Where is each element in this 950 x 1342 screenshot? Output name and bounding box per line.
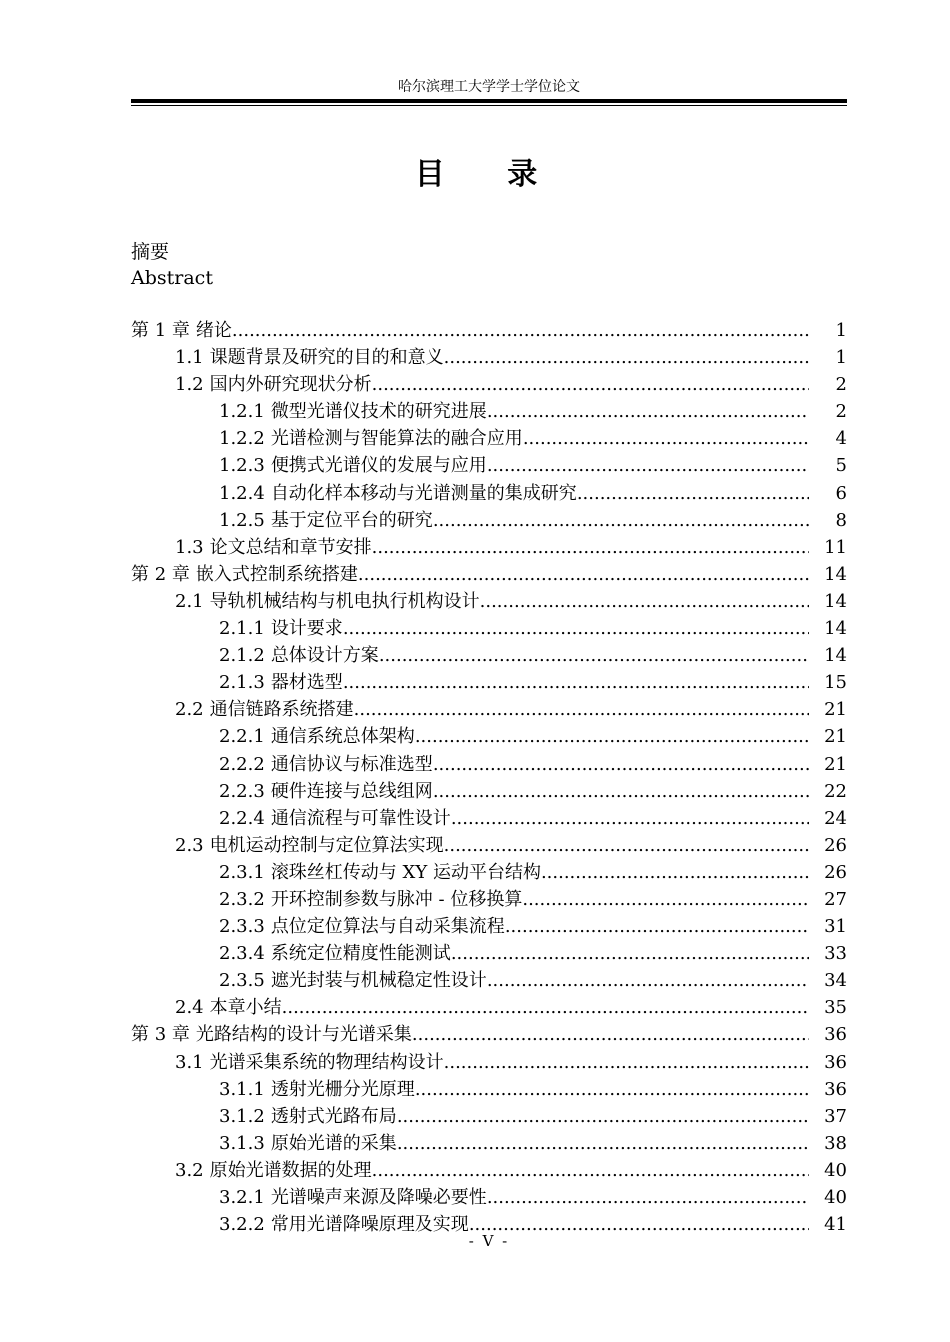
toc-entry-title: 微型光谱仪技术的研究进展 — [270, 401, 487, 423]
page-title: 目 录 — [414, 157, 564, 192]
toc-entry[interactable] — [131, 371, 847, 398]
toc-entry-title: 透射光栅分光原理 — [270, 1078, 415, 1100]
toc-entry-page: 36 — [824, 1051, 847, 1073]
toc-entry-title: 本章小结 — [209, 997, 282, 1019]
toc-entry[interactable] — [131, 1157, 847, 1184]
toc-entry[interactable] — [131, 994, 847, 1021]
toc-entry-title: 光谱噪声来源及降噪必要性 — [270, 1187, 487, 1208]
toc-entry[interactable] — [131, 778, 847, 805]
toc-entry-page: 14 — [824, 645, 847, 667]
toc-entry-title: 自动化样本移动与光谱测量的集成研究 — [270, 482, 577, 504]
toc-entry-page: 21 — [824, 699, 847, 721]
toc-entry-title: 通信协议与标准选型 — [270, 753, 433, 775]
toc-entry-label — [131, 561, 809, 588]
toc-entry-number: 2.3.3 — [219, 916, 265, 938]
toc-entry[interactable] — [131, 317, 847, 344]
toc-entry-label — [175, 371, 809, 398]
toc-entry[interactable] — [131, 398, 847, 425]
toc-entry-page: 14 — [824, 563, 847, 585]
toc-entry-title: 系统定位精度性能测试 — [270, 943, 451, 965]
toc-entry[interactable] — [131, 1076, 847, 1103]
page-number-footer: - V - — [468, 1232, 510, 1250]
toc-entry-page: 2 — [835, 401, 847, 423]
toc-entry[interactable] — [131, 588, 847, 615]
toc-entry[interactable] — [131, 751, 847, 778]
toc-entry-title: 硬件连接与总线组网 — [270, 780, 433, 802]
toc-entry-number: 2.3.5 — [219, 970, 265, 992]
toc-entry-number: 2.3.4 — [219, 943, 265, 965]
toc-entry-number: 1.2.5 — [219, 509, 265, 531]
toc-entry-label — [175, 344, 809, 371]
toc-entry-label — [219, 1076, 809, 1103]
toc-entry-label — [219, 886, 809, 913]
toc-entry-title: 导轨机械结构与机电执行机构设计 — [209, 590, 480, 612]
toc-abstract-en[interactable]: Abstract — [131, 267, 213, 289]
toc-entry-page: 8 — [835, 509, 847, 531]
running-header: 哈尔滨理工大学学士学位论文 — [398, 79, 580, 95]
toc-entry-page: 40 — [824, 1159, 847, 1181]
toc-entry-number: 2.2 — [175, 699, 204, 721]
toc-entry-label — [219, 398, 809, 425]
toc-entry-label — [175, 696, 809, 723]
toc-entry-number: 2.2.4 — [219, 807, 265, 829]
toc-entry[interactable] — [131, 507, 847, 534]
toc-entry[interactable] — [131, 425, 847, 452]
toc-entry[interactable] — [131, 886, 847, 913]
toc-entry-label — [219, 1130, 809, 1157]
toc-entry-page: 15 — [824, 672, 847, 694]
toc-entry-page: 4 — [835, 428, 847, 450]
toc-entry-title: 基于定位平台的研究 — [270, 509, 433, 531]
toc-entry-number: 第 3 章 — [131, 1024, 190, 1046]
header-rule-thin — [131, 105, 847, 106]
toc-entry-page: 2 — [835, 374, 847, 396]
toc-entry-title: 总体设计方案 — [270, 645, 379, 667]
toc-entry-title: 电机运动控制与定位算法实现 — [209, 834, 444, 856]
toc-entry-label — [219, 507, 809, 534]
toc-entry-number: 3.2.1 — [219, 1187, 265, 1208]
toc-entry-label — [131, 317, 809, 344]
toc-entry-label — [219, 723, 809, 750]
toc-entry[interactable] — [131, 642, 847, 669]
toc-entry[interactable] — [131, 344, 847, 371]
toc-entry-number: 1.2 — [175, 374, 204, 396]
toc-entry-page: 6 — [835, 482, 847, 504]
toc-entry-number: 1.3 — [175, 536, 204, 558]
toc-entry-page: 37 — [824, 1105, 847, 1127]
toc-entry-page: 26 — [824, 834, 847, 856]
toc-entry-label — [175, 994, 809, 1021]
toc-entry[interactable] — [131, 859, 847, 886]
toc-entry-number: 2.4 — [175, 997, 204, 1019]
toc-entry-number: 2.3 — [175, 834, 204, 856]
toc-entry-number: 3.1.2 — [219, 1105, 265, 1127]
toc-entry-number: 3.2.2 — [219, 1214, 265, 1236]
toc-entry-page: 41 — [824, 1214, 847, 1236]
toc-entry-title: 滚珠丝杠传动与 XY 运动平台结构 — [270, 861, 541, 883]
toc-entry-label — [175, 1049, 809, 1076]
toc-entry-title: 通信系统总体架构 — [270, 726, 415, 748]
toc-entry[interactable] — [131, 913, 847, 940]
toc-entry-page: 38 — [824, 1132, 847, 1154]
toc-entry-number: 2.2.1 — [219, 726, 265, 748]
toc-entry[interactable] — [131, 1049, 847, 1076]
toc-entry-number: 1.2.2 — [219, 428, 265, 450]
toc-entry-label — [219, 940, 809, 967]
toc-entry-label — [175, 534, 809, 561]
toc-entry-number: 2.2.2 — [219, 753, 265, 775]
toc-entry-label — [219, 1184, 809, 1211]
toc-abstract-cn[interactable]: 摘要 — [131, 241, 170, 263]
toc-entry[interactable] — [131, 940, 847, 967]
toc-entry[interactable] — [131, 561, 847, 588]
toc-entry-label — [219, 751, 809, 778]
toc-entry-number: 1.2.4 — [219, 482, 265, 504]
toc-entry[interactable] — [131, 1103, 847, 1130]
toc-entry-title: 通信流程与可靠性设计 — [270, 807, 451, 829]
toc-entry-label — [219, 913, 809, 940]
toc-entry-label — [219, 778, 809, 805]
toc-entry[interactable] — [131, 534, 847, 561]
toc-entry[interactable] — [131, 1184, 847, 1211]
toc-entry-number: 2.3.2 — [219, 888, 265, 910]
toc-entry-label — [219, 1103, 809, 1130]
toc-entry-page: 1 — [835, 320, 847, 341]
toc-entry-title: 光路结构的设计与光谱采集 — [195, 1024, 412, 1046]
toc-entry-label — [219, 480, 809, 507]
toc-entry[interactable] — [131, 967, 847, 994]
toc-entry-label — [219, 642, 809, 669]
toc-entry-number: 3.1.3 — [219, 1132, 265, 1154]
toc-entry-number: 2.1 — [175, 590, 204, 612]
toc-entry-label — [219, 425, 809, 452]
toc-entry-title: 通信链路系统搭建 — [209, 699, 354, 721]
toc-entry-number: 第 1 章 — [131, 320, 190, 341]
toc-entry-label — [175, 1157, 809, 1184]
toc-entry-title: 器材选型 — [270, 672, 343, 694]
toc-entry-title: 光谱采集系统的物理结构设计 — [209, 1051, 444, 1073]
toc-entry-title: 遮光封装与机械稳定性设计 — [270, 970, 487, 992]
toc-entry-page: 21 — [824, 726, 847, 748]
toc-entry[interactable] — [131, 480, 847, 507]
toc-entry-label — [175, 588, 809, 615]
toc-entry-title: 嵌入式控制系统搭建 — [195, 563, 358, 585]
toc-entry-label — [219, 615, 809, 642]
toc-entry-number: 1.2.3 — [219, 455, 265, 477]
toc-entry-label — [219, 859, 809, 886]
toc-entry-number: 3.1 — [175, 1051, 204, 1073]
toc-entry-label — [131, 1021, 809, 1048]
toc-entry-page: 24 — [824, 807, 847, 829]
toc-entry-title: 设计要求 — [270, 618, 343, 640]
toc-entry-page: 31 — [824, 916, 847, 938]
toc-entry-title: 常用光谱降噪原理及实现 — [270, 1214, 469, 1236]
toc-entry-label — [219, 452, 809, 479]
toc-entry-page: 1 — [835, 347, 847, 369]
toc-entry[interactable] — [131, 452, 847, 479]
toc-entry-number: 第 2 章 — [131, 563, 190, 585]
toc-entry-page: 35 — [824, 997, 847, 1019]
toc-entry-page: 27 — [824, 888, 847, 910]
toc-entry[interactable] — [131, 723, 847, 750]
toc-entry[interactable] — [131, 669, 847, 696]
toc-entry-label — [219, 967, 809, 994]
toc-entry-title: 便携式光谱仪的发展与应用 — [270, 455, 487, 477]
toc-entry[interactable] — [131, 1130, 847, 1157]
toc-entry-number: 2.1.1 — [219, 618, 265, 640]
toc-entry-title: 论文总结和章节安排 — [209, 536, 372, 558]
toc-entry-title: 课题背景及研究的目的和意义 — [209, 347, 444, 369]
toc-entry-title: 国内外研究现状分析 — [209, 374, 372, 396]
toc-entry-page: 21 — [824, 753, 847, 775]
toc-entry-title: 光谱检测与智能算法的融合应用 — [270, 428, 523, 450]
toc-entry-number: 2.1.2 — [219, 645, 265, 667]
toc-entry-number: 1.1 — [175, 347, 204, 369]
toc-entry-number: 3.1.1 — [219, 1078, 265, 1100]
toc-entry-label — [219, 669, 809, 696]
toc-entry[interactable] — [131, 805, 847, 832]
toc-entry-number: 1.2.1 — [219, 401, 265, 423]
toc-entry-page: 11 — [824, 536, 847, 558]
toc-entry-title: 原始光谱数据的处理 — [209, 1159, 372, 1181]
toc-entry-title: 点位定位算法与自动采集流程 — [270, 916, 505, 938]
toc-entry-page: 22 — [824, 780, 847, 802]
toc-entry[interactable] — [131, 832, 847, 859]
toc-entry-number: 2.2.3 — [219, 780, 265, 802]
toc-entry-page: 33 — [824, 943, 847, 965]
toc-entry-number: 2.3.1 — [219, 861, 265, 883]
toc-entry[interactable] — [131, 615, 847, 642]
toc-entry[interactable] — [131, 696, 847, 723]
toc-entry-page: 14 — [824, 590, 847, 612]
toc-entry-page: 40 — [824, 1187, 847, 1208]
toc-entry-label — [219, 805, 809, 832]
table-of-contents — [131, 317, 847, 1238]
toc-entry[interactable] — [131, 1021, 847, 1048]
toc-entry-label — [175, 832, 809, 859]
toc-entry-page: 5 — [835, 455, 847, 477]
toc-entry-page: 36 — [824, 1024, 847, 1046]
toc-entry-page: 14 — [824, 618, 847, 640]
toc-entry-page: 36 — [824, 1078, 847, 1100]
toc-entry-title: 透射式光路布局 — [270, 1105, 397, 1127]
toc-entry-title: 原始光谱的采集 — [270, 1132, 397, 1154]
toc-entry-number: 2.1.3 — [219, 672, 265, 694]
header-rule-thick — [131, 99, 847, 103]
toc-entry-title: 绪论 — [195, 320, 232, 341]
toc-entry-page: 34 — [824, 970, 847, 992]
toc-entry-number: 3.2 — [175, 1159, 204, 1181]
toc-entry-page: 26 — [824, 861, 847, 883]
toc-entry-title: 开环控制参数与脉冲 - 位移换算 — [270, 888, 523, 910]
